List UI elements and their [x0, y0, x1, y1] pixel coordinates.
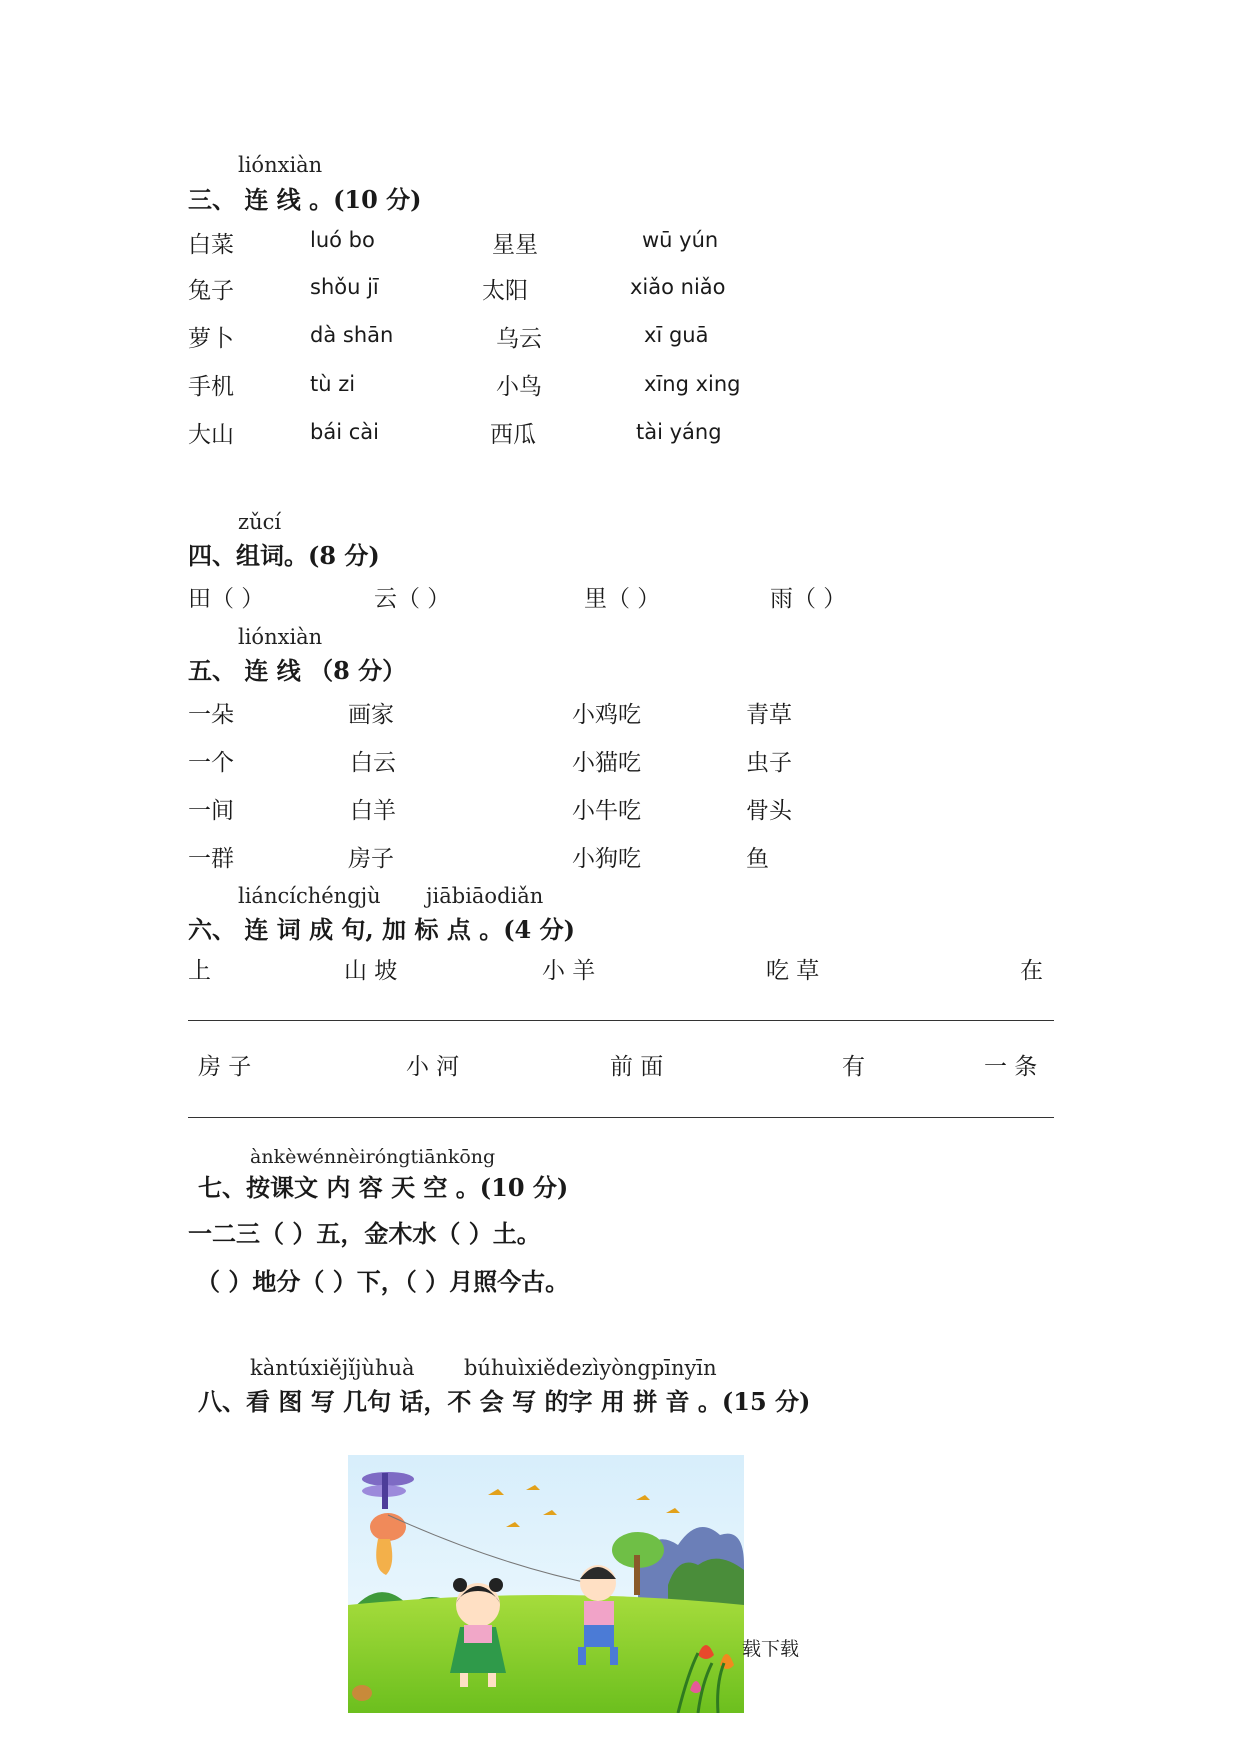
kite-flying-illustration — [348, 1455, 744, 1713]
word-card: 有 — [842, 1054, 865, 1080]
word-cell: 一个 — [188, 750, 234, 776]
fill-in-line: （ ）地分（ ）下，（ ）月照今古。 — [196, 1267, 570, 1296]
word-card: 在 — [1020, 958, 1043, 984]
word-card: 小 羊 — [542, 958, 596, 984]
word-cell: 白羊 — [350, 798, 396, 824]
section6-pinyin-1: liáncíchéngjù — [238, 884, 381, 908]
word-card: 小 河 — [406, 1054, 460, 1080]
section7-heading: 七、按课文 内 容 天 空 。(10 分) — [198, 1173, 569, 1202]
section7-pinyin: ànkèwénnèiróngtiānkōng — [250, 1146, 496, 1168]
section8-pinyin-1: kàntúxiějǐjùhuà — [250, 1356, 415, 1380]
section5-pinyin: liónxiàn — [238, 625, 323, 649]
word-cell: 太阳 — [482, 278, 528, 304]
word-cell: 兔子 — [188, 278, 234, 304]
word-cell: 小鸡吃 — [572, 702, 641, 728]
word-cell: 星星 — [492, 232, 538, 258]
word-cell: 小牛吃 — [572, 798, 641, 824]
word-cell: 骨头 — [746, 798, 792, 824]
word-cell: 大山 — [188, 422, 234, 448]
section8-heading: 八、看 图 写 几句 话，不 会 写 的字 用 拼 音 。(15 分) — [198, 1387, 811, 1416]
word-cell: 小狗吃 — [572, 846, 641, 872]
section4-heading: 四、组词。(8 分) — [188, 541, 380, 570]
pinyin-cell: xiǎo niǎo — [630, 275, 726, 299]
pinyin-cell: luó bo — [310, 228, 375, 252]
pinyin-cell: dà shān — [310, 323, 394, 347]
pinyin-cell: xī guā — [644, 323, 709, 347]
section6-pinyin-2: jiābiāodiǎn — [426, 884, 544, 908]
word-cell: 鱼 — [746, 846, 769, 872]
word-cell: 小鸟 — [496, 374, 542, 400]
fill-blank-item: 里（ ） — [584, 586, 661, 612]
word-cell: 一朵 — [188, 702, 234, 728]
pinyin-cell: tài yáng — [636, 420, 722, 444]
word-card: 吃 草 — [766, 958, 820, 984]
illustration-svg — [348, 1455, 744, 1713]
fill-blank-item: 田（ ） — [188, 586, 265, 612]
answer-line — [188, 1020, 1054, 1021]
section8-pinyin-2: búhuìxiědezìyòngpīnyīn — [464, 1356, 717, 1380]
word-cell: 虫子 — [746, 750, 792, 776]
pinyin-cell: bái cài — [310, 420, 379, 444]
section3-heading: 三、 连 线 。(10 分) — [188, 185, 422, 214]
section3-pinyin: liónxiàn — [238, 153, 323, 177]
word-cell: 小猫吃 — [572, 750, 641, 776]
word-cell: 白菜 — [188, 232, 234, 258]
pinyin-cell: xīng xing — [644, 372, 741, 396]
word-card: 上 — [188, 958, 211, 984]
word-cell: 一群 — [188, 846, 234, 872]
word-cell: 白云 — [350, 750, 396, 776]
answer-line — [188, 1117, 1054, 1118]
word-cell: 乌云 — [496, 326, 542, 352]
fill-blank-item: 云（ ） — [374, 586, 451, 612]
word-card: 前 面 — [610, 1054, 664, 1080]
word-cell: 西瓜 — [490, 422, 536, 448]
section4-pinyin: zǔcí — [238, 510, 282, 534]
overlay-text: 载下载 — [742, 1638, 800, 1660]
word-cell: 萝卜 — [188, 326, 234, 352]
fill-in-line: 一二三（ ）五，金木水（ ）土。 — [188, 1219, 541, 1248]
word-card: 房 子 — [198, 1054, 252, 1080]
fill-blank-item: 雨（ ） — [770, 586, 847, 612]
word-card: 一 条 — [984, 1054, 1038, 1080]
word-cell: 画家 — [348, 702, 394, 728]
word-card: 山 坡 — [344, 958, 398, 984]
section6-heading: 六、 连 词 成 句, 加 标 点 。(4 分) — [188, 915, 575, 944]
pinyin-cell: wū yún — [642, 228, 719, 252]
word-cell: 一间 — [188, 798, 234, 824]
word-cell: 手机 — [188, 374, 234, 400]
pinyin-cell: shǒu jī — [310, 275, 379, 299]
word-cell: 房子 — [348, 846, 394, 872]
section5-heading: 五、 连 线 （8 分） — [188, 656, 407, 685]
pinyin-cell: tù zi — [310, 372, 356, 396]
word-cell: 青草 — [746, 702, 792, 728]
